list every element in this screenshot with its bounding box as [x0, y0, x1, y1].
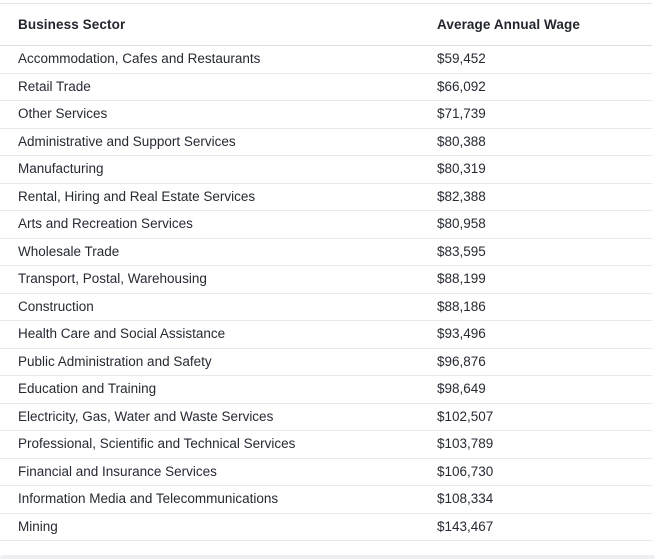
wage-cell: $93,496	[437, 321, 652, 349]
table-row	[0, 101, 652, 129]
wage-table	[0, 3, 652, 541]
wage-cell: $106,730	[437, 458, 652, 486]
wage-cell: $143,467	[437, 513, 652, 541]
wage-cell: $96,876	[437, 348, 652, 376]
table-row	[0, 376, 652, 404]
sector-cell: Information Media and Telecommunications	[0, 486, 437, 514]
header-cell-wage: Average Annual Wage	[437, 4, 652, 46]
sector-cell: Professional, Scientific and Technical Services	[0, 431, 437, 459]
sector-cell: Electricity, Gas, Water and Waste Services	[0, 403, 437, 431]
sector-cell: Wholesale Trade	[0, 238, 437, 266]
wage-cell: $103,789	[437, 431, 652, 459]
wage-cell: $88,186	[437, 293, 652, 321]
sector-cell: Mining	[0, 513, 437, 541]
wage-cell: $102,507	[437, 403, 652, 431]
table-header-row	[0, 4, 652, 46]
table-row	[0, 348, 652, 376]
wage-cell: $82,388	[437, 183, 652, 211]
table-row	[0, 458, 652, 486]
table-row	[0, 238, 652, 266]
table-row	[0, 73, 652, 101]
wage-cell: $98,649	[437, 376, 652, 404]
table-row	[0, 183, 652, 211]
wage-cell: $80,319	[437, 156, 652, 184]
sector-cell: Retail Trade	[0, 73, 437, 101]
table-row	[0, 156, 652, 184]
sector-cell: Education and Training	[0, 376, 437, 404]
table-row	[0, 513, 652, 541]
table-body	[0, 46, 652, 541]
sector-cell: Administrative and Support Services	[0, 128, 437, 156]
sector-cell: Transport, Postal, Warehousing	[0, 266, 437, 294]
wage-cell: $88,199	[437, 266, 652, 294]
wage-cell: $108,334	[437, 486, 652, 514]
sector-cell: Health Care and Social Assistance	[0, 321, 437, 349]
wage-cell: $80,388	[437, 128, 652, 156]
sector-cell: Financial and Insurance Services	[0, 458, 437, 486]
table-row	[0, 403, 652, 431]
table-row	[0, 128, 652, 156]
sector-cell: Manufacturing	[0, 156, 437, 184]
bottom-strip	[0, 555, 655, 559]
table-row	[0, 211, 652, 239]
sector-cell: Public Administration and Safety	[0, 348, 437, 376]
page	[0, 3, 660, 559]
sector-cell: Accommodation, Cafes and Restaurants	[0, 46, 437, 74]
table-row	[0, 266, 652, 294]
sector-cell: Other Services	[0, 101, 437, 129]
table-row	[0, 321, 652, 349]
table-row	[0, 46, 652, 74]
wage-cell: $59,452	[437, 46, 652, 74]
sector-cell: Arts and Recreation Services	[0, 211, 437, 239]
header-cell-sector: Business Sector	[0, 4, 437, 46]
sector-cell: Rental, Hiring and Real Estate Services	[0, 183, 437, 211]
wage-cell: $80,958	[437, 211, 652, 239]
table-row	[0, 431, 652, 459]
wage-cell: $83,595	[437, 238, 652, 266]
table-row	[0, 293, 652, 321]
wage-cell: $71,739	[437, 101, 652, 129]
wage-cell: $66,092	[437, 73, 652, 101]
sector-cell: Construction	[0, 293, 437, 321]
table-row	[0, 486, 652, 514]
